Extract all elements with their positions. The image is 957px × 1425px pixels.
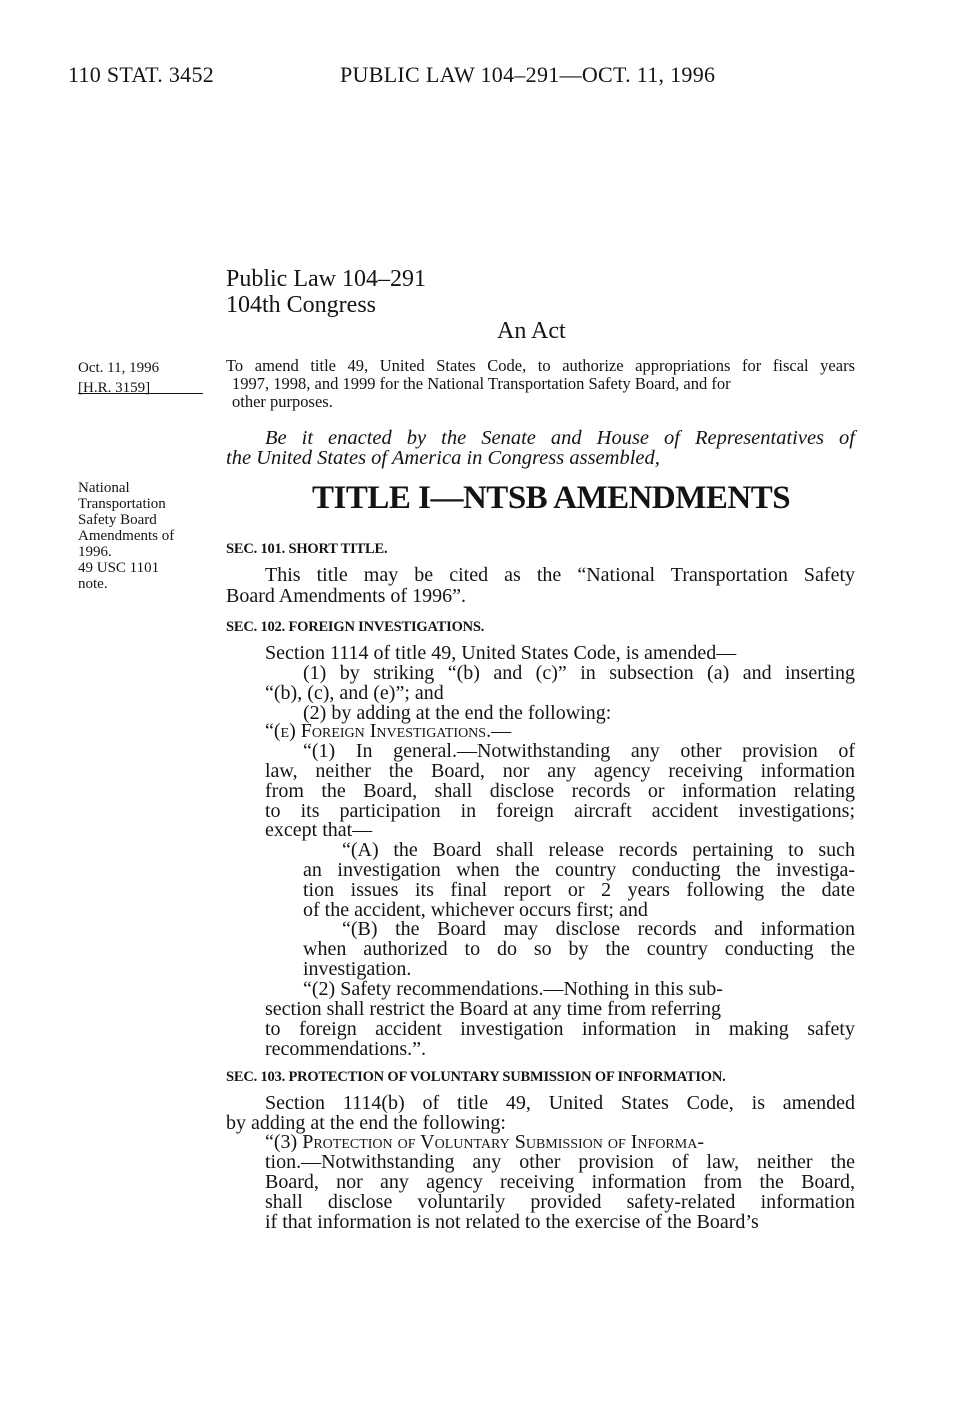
body-line: (2) by adding at the end the following: xyxy=(303,702,612,724)
running-header-stat: 110 STAT. 3452 xyxy=(68,62,215,87)
body-line: an investigation when the country conducting the investiga- xyxy=(303,859,855,881)
body-line: investigation. xyxy=(303,958,412,980)
body-line: when authorized to do so by the country conducting the xyxy=(303,938,855,960)
body-line: if that information is not related to the exercise of the Board’s xyxy=(265,1211,759,1233)
section-heading: SEC. 102. FOREIGN INVESTIGATIONS. xyxy=(226,619,485,635)
body-line: Section 1114 of title 49, United States Code, is amended— xyxy=(265,642,737,664)
body-line: tion.—Notwithstanding any other provision of law, neither the xyxy=(265,1151,855,1173)
enacting-clause-line: Be it enacted by the Senate and House of Representatives of xyxy=(265,427,855,449)
body-line: “(B) the Board may disclose records and information xyxy=(342,918,855,940)
margin-short-title-line: National xyxy=(78,480,130,496)
body-line: to foreign accident investigation information in making safety xyxy=(265,1018,855,1040)
section-heading: SEC. 103. PROTECTION OF VOLUNTARY SUBMISSION OF INFORMATION. xyxy=(226,1069,726,1085)
body-line: to its participation in foreign aircraft accident investigations; xyxy=(265,800,855,822)
body-line: Board, nor any agency receiving information from the Board, xyxy=(265,1171,855,1193)
subsection-heading-line: “(e) Foreign Investigations.— xyxy=(265,720,512,742)
body-line: section shall restrict the Board at any time from referring xyxy=(265,998,721,1020)
body-line: tion issues its final report or 2 years following the date xyxy=(303,879,855,901)
body-line: (1) by striking “(b) and (c)” in subsection (a) and inserting xyxy=(303,662,855,684)
body-line: of the accident, whichever occurs first; and xyxy=(303,899,648,921)
congress-number: 104th Congress xyxy=(226,292,376,318)
body-line: Board Amendments of 1996”. xyxy=(226,585,466,607)
body-line: “(b), (c), and (e)”; and xyxy=(265,682,444,704)
body-line: law, neither the Board, nor any agency receiving information xyxy=(265,760,855,782)
body-line: Section 1114(b) of title 49, United States Code, is amended xyxy=(265,1092,855,1114)
act-title: An Act xyxy=(497,318,566,344)
margin-usc-line: note. xyxy=(78,576,108,592)
purpose-line: other purposes. xyxy=(232,392,333,411)
body-line: This title may be cited as the “National Transportation Safety xyxy=(265,564,855,586)
subsection-heading-line: “(3) Protection of Voluntary Submission of Informa- xyxy=(265,1131,704,1153)
title-heading: TITLE I—NTSB AMENDMENTS xyxy=(312,480,791,516)
body-line: shall disclose voluntarily provided safety-related information xyxy=(265,1191,855,1213)
margin-bill: [H.R. 3159] xyxy=(78,380,151,396)
body-line: by adding at the end the following: xyxy=(226,1112,506,1134)
section-heading: SEC. 101. SHORT TITLE. xyxy=(226,541,388,557)
body-line: “(1) In general.—Notwithstanding any other provision of xyxy=(303,740,855,762)
margin-short-title-line: Safety Board xyxy=(78,512,157,528)
body-line: from the Board, shall disclose records or information relating xyxy=(265,780,855,802)
margin-short-title-line: 1996. xyxy=(78,544,112,560)
body-line: “(2) Safety recommendations.—Nothing in this sub- xyxy=(303,978,723,1000)
body-line: except that— xyxy=(265,819,373,841)
purpose-line: To amend title 49, United States Code, to authorize appropriations for fiscal years xyxy=(226,356,855,375)
margin-date: Oct. 11, 1996 xyxy=(78,360,160,376)
enacting-clause-line: the United States of America in Congress assembled, xyxy=(226,447,660,469)
margin-short-title-line: Transportation xyxy=(78,496,166,512)
body-line: “(A) the Board shall release records pertaining to such xyxy=(342,839,855,861)
running-header-title: PUBLIC LAW 104–291—OCT. 11, 1996 xyxy=(340,62,716,87)
public-law-number: Public Law 104–291 xyxy=(226,266,426,292)
body-line: recommendations.”. xyxy=(265,1038,427,1060)
margin-usc-line: 49 USC 1101 xyxy=(78,560,160,576)
purpose-line: 1997, 1998, and 1999 for the National Transportation Safety Board, and for xyxy=(232,374,731,393)
margin-short-title-line: Amendments of xyxy=(78,528,175,544)
